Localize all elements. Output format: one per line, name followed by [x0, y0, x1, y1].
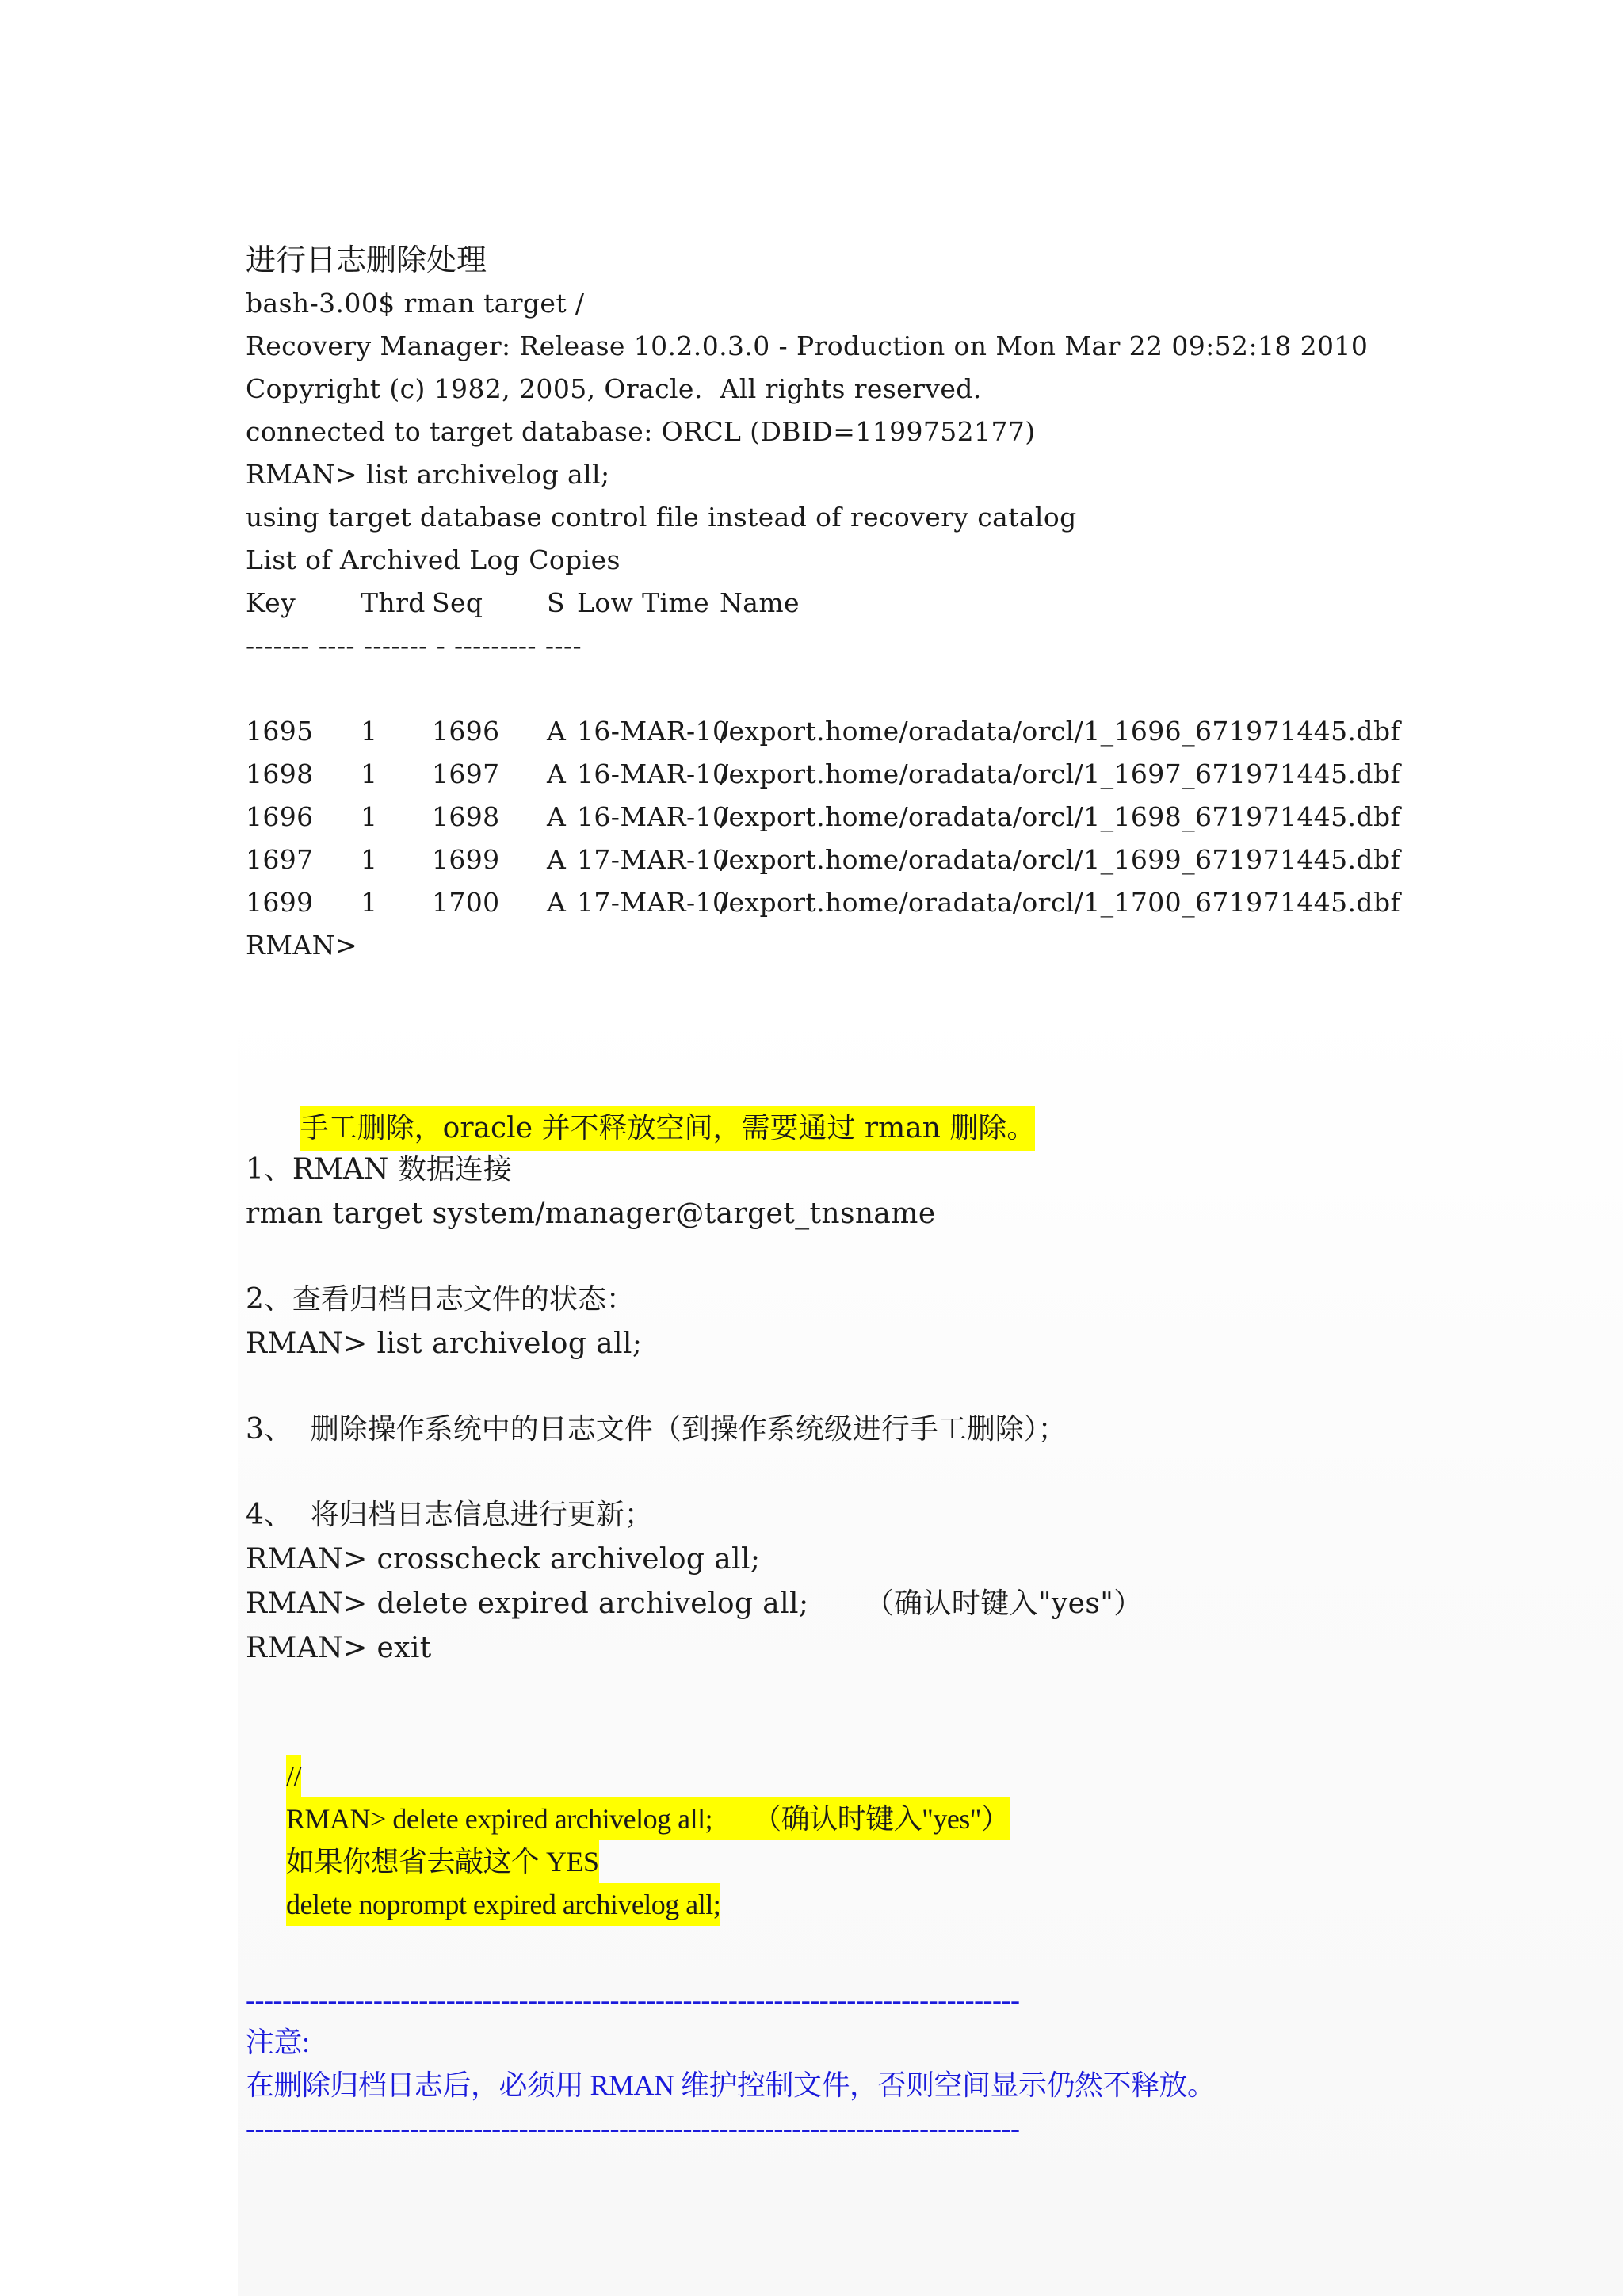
row-status: A: [547, 758, 567, 789]
list-title-line: List of Archived Log Copies: [246, 544, 621, 575]
step1-title: 1、RMAN 数据连接: [246, 1153, 512, 1186]
step4-delete-command: RMAN> delete expired archivelog all; （确认时键入"yes"）: [246, 1587, 1143, 1620]
column-header-s: S: [547, 587, 566, 618]
table-row: [246, 796, 1593, 839]
row-low-time: 17-MAR-10: [577, 844, 730, 875]
column-header-name: Name: [720, 587, 800, 618]
bash-prompt-line: bash-3.00$ rman target /: [246, 288, 585, 319]
row-seq: 1699: [432, 844, 500, 875]
spacer: [246, 967, 1593, 1062]
row-key: 1699: [246, 887, 314, 918]
document-body: [246, 238, 1593, 2149]
notice-text: 在删除归档日志后，必须用 RMAN 维护控制文件，否则空间显示仍然不释放。: [246, 2069, 1216, 2101]
step4-exit-command: RMAN> exit: [246, 1632, 432, 1664]
row-seq: 1696: [432, 716, 500, 747]
tip-line-1-text: RMAN> delete expired archivelog all; （确认时键入"yes"）: [286, 1797, 1010, 1840]
row-name: /export.home/oradata/orcl/1_1696_671971445.dbf: [720, 716, 1401, 747]
spacer: [246, 1366, 1593, 1408]
highlighted-note-text: 手工删除，oracle 并不释放空间，需要通过 rman 删除。: [300, 1106, 1036, 1151]
row-name: /export.home/oradata/orcl/1_1697_671971445.dbf: [720, 758, 1401, 789]
row-thrd: 1: [361, 844, 378, 875]
row-low-time: 16-MAR-10: [577, 758, 730, 789]
spacer: [246, 1671, 1593, 1712]
row-name: /export.home/oradata/orcl/1_1699_671971445.dbf: [720, 844, 1401, 875]
notice-label: 注意:: [246, 2027, 310, 2058]
tip-slashes: [246, 1712, 1593, 1792]
tip-line-1: [246, 1755, 1593, 1835]
row-status: A: [547, 887, 567, 918]
row-seq: 1697: [432, 758, 500, 789]
spacer: [246, 1236, 1593, 1278]
tip-slashes-text: //: [286, 1755, 301, 1797]
manual-delete-note: [246, 1062, 1593, 1144]
row-key: 1698: [246, 758, 314, 789]
table-row: [246, 753, 1593, 796]
section-heading: 进行日志删除处理: [246, 243, 487, 277]
table-row: [246, 839, 1593, 881]
tip-line-3-text: delete noprompt expired archivelog all;: [286, 1883, 720, 1926]
column-header-thrd: Thrd: [361, 587, 426, 618]
row-key: 1696: [246, 801, 314, 832]
notice-rule-top: -------------------------------------------------------------------------------------: [246, 1984, 1020, 2015]
row-key: 1697: [246, 844, 314, 875]
step2-command: RMAN> list archivelog all;: [246, 1328, 643, 1360]
table-blank-line: [246, 667, 1593, 710]
rman-banner-line: Recovery Manager: Release 10.2.0.3.0 - Production on Mon Mar 22 09:52:18 2010: [246, 330, 1369, 361]
table-row: [246, 710, 1593, 753]
table-separator: ------- ---- ------- - --------- ----: [246, 630, 582, 661]
column-header-low-time: Low Time: [577, 587, 710, 618]
archivelog-table-header: [246, 582, 1593, 625]
step4-crosscheck-command: RMAN> crosscheck archivelog all;: [246, 1543, 761, 1576]
row-thrd: 1: [361, 801, 378, 832]
row-low-time: 16-MAR-10: [577, 801, 730, 832]
copyright-line: Copyright (c) 1982, 2005, Oracle. All rights reserved.: [246, 373, 982, 404]
step2-title: 2、查看归档日志文件的状态：: [246, 1283, 635, 1316]
row-low-time: 16-MAR-10: [577, 716, 730, 747]
row-status: A: [547, 844, 567, 875]
row-key: 1695: [246, 716, 314, 747]
step3-title: 3、 删除操作系统中的日志文件（到操作系统级进行手工删除）；: [246, 1413, 1067, 1446]
catalog-note-line: using target database control file instead of recovery catalog: [246, 502, 1077, 533]
column-header-seq: Seq: [432, 587, 483, 618]
rman-end-prompt: RMAN>: [246, 930, 357, 961]
row-status: A: [547, 716, 567, 747]
row-thrd: 1: [361, 887, 378, 918]
row-seq: 1700: [432, 887, 500, 918]
row-thrd: 1: [361, 716, 378, 747]
row-low-time: 17-MAR-10: [577, 887, 730, 918]
step1-command: rman target system/manager@target_tnsname: [246, 1198, 936, 1230]
row-seq: 1698: [432, 801, 500, 832]
row-name: /export.home/oradata/orcl/1_1700_671971445.dbf: [720, 887, 1401, 918]
notice-rule-bottom: -------------------------------------------------------------------------------------: [246, 2112, 1020, 2144]
connected-line: connected to target database: ORCL (DBID=1199752177): [246, 416, 1036, 447]
column-header-key: Key: [246, 587, 296, 618]
rman-command-line: RMAN> list archivelog all;: [246, 459, 610, 490]
spacer: [246, 1452, 1593, 1493]
tip-line-2-text: 如果你想省去敲这个 YES: [286, 1840, 599, 1883]
table-row: [246, 881, 1593, 924]
row-name: /export.home/oradata/orcl/1_1698_671971445.dbf: [720, 801, 1401, 832]
row-status: A: [547, 801, 567, 832]
row-thrd: 1: [361, 758, 378, 789]
step4-title: 4、 将归档日志信息进行更新；: [246, 1499, 653, 1531]
